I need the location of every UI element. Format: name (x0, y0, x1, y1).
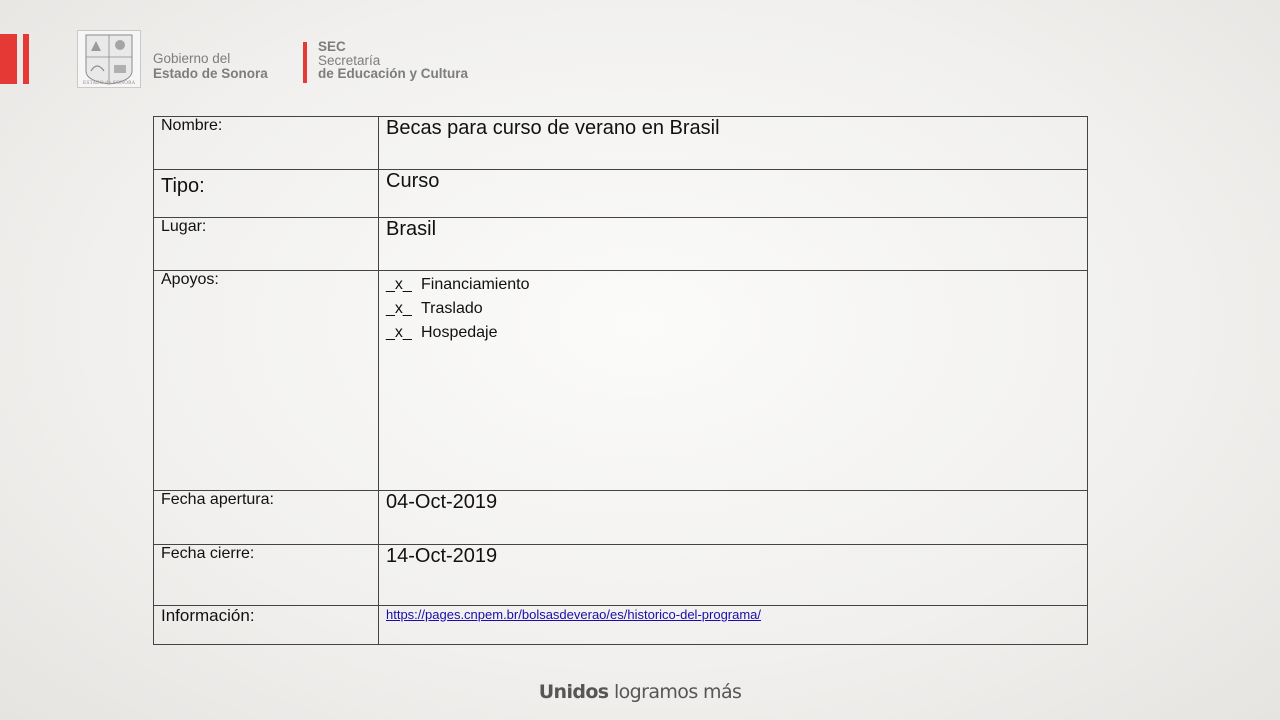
government-name (153, 51, 268, 81)
value-apoyos (379, 271, 1088, 491)
sec-line-3: de Educación y Cultura (318, 66, 469, 81)
value-informacion (379, 606, 1088, 645)
slogan-bold: Unidos (538, 681, 609, 703)
label-fecha-apertura: Fecha apertura: (154, 491, 379, 545)
seal-label: ESTADO de SONORA (82, 81, 136, 86)
apoyo-mark: _x_ (386, 276, 412, 293)
government-line-2: Estado de Sonora (153, 66, 268, 81)
apoyo-text: Hospedaje (421, 324, 498, 341)
sec-acronym: SEC (318, 39, 346, 54)
label-nombre: Nombre: (154, 117, 379, 170)
value-lugar: Brasil (379, 218, 1088, 271)
coat-of-arms-icon (78, 31, 140, 87)
apoyo-item-financiamiento (386, 273, 1080, 297)
value-nombre: Becas para curso de verano en Brasil (379, 117, 1088, 170)
label-apoyos: Apoyos: (154, 271, 379, 491)
red-accent-bar (0, 34, 17, 84)
table-row-informacion (154, 606, 1088, 645)
table-row-tipo (154, 170, 1088, 218)
value-fecha-apertura: 04-Oct-2019 (379, 491, 1088, 545)
sec-line-2: Secretaría (318, 52, 381, 68)
table-row-fecha-cierre (154, 545, 1088, 606)
table-row-lugar (154, 218, 1088, 271)
value-tipo: Curso (379, 170, 1088, 218)
value-fecha-cierre: 14-Oct-2019 (379, 545, 1088, 606)
apoyo-item-traslado (386, 297, 1080, 321)
info-table (153, 116, 1088, 645)
apoyo-mark: _x_ (386, 324, 412, 341)
table-row-nombre (154, 117, 1088, 170)
state-seal-logo (77, 30, 141, 88)
table-row-apoyos (154, 271, 1088, 491)
sec-divider (303, 42, 307, 83)
table-row-fecha-apertura (154, 491, 1088, 545)
label-tipo: Tipo: (154, 170, 379, 218)
label-lugar: Lugar: (154, 218, 379, 271)
apoyo-item-hospedaje (386, 321, 1080, 345)
footer-slogan (0, 681, 1280, 703)
apoyo-text: Traslado (421, 300, 483, 317)
slogan-rest: logramos más (608, 681, 742, 703)
red-accent-bar-thin (23, 34, 29, 84)
apoyo-mark: _x_ (386, 300, 412, 317)
sec-name (318, 40, 468, 81)
label-informacion: Información: (154, 606, 379, 645)
apoyo-text: Financiamiento (421, 276, 530, 293)
government-line-1: Gobierno del (153, 51, 231, 66)
info-link[interactable]: https://pages.cnpem.br/bolsasdeverao/es/historico-del-programa/ (386, 607, 762, 622)
label-fecha-cierre: Fecha cierre: (154, 545, 379, 606)
